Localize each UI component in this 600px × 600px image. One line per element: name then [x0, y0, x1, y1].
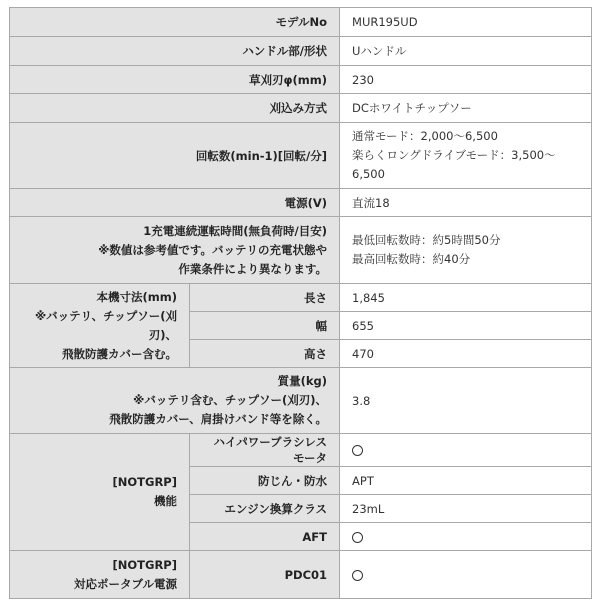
row-label-runtime: 1充電連続運転時間(無負荷時/目安) ※数値は参考値です。バッテリの充電状態や 作業条件により異なります。 [10, 217, 340, 284]
row-value-runtime: 最低回転数時：約5時間50分 最高回転数時：約40分 [340, 217, 592, 284]
portable-power-value [340, 551, 592, 599]
rpm-long-drive-mode: 楽らくロングドライブモード：3,500～6,500 [352, 148, 556, 181]
row-value-power-source: 直流18 [340, 189, 592, 217]
row-value-handle: Uハンドル [340, 37, 592, 66]
rpm-normal-mode: 通常モード：2,000～6,500 [352, 129, 498, 143]
row-label-handle: ハンドル部/形状 [10, 37, 340, 66]
feature-dust-water-label: 防じん・防水 [190, 467, 340, 495]
table-row [10, 434, 592, 467]
row-label-model-no: モデルNo [10, 8, 340, 37]
table-row [10, 551, 592, 599]
feature-engine-class-value: 23mL [340, 495, 592, 523]
row-value-rpm [340, 123, 592, 189]
table-row [10, 189, 592, 217]
dimension-height-label: 高さ [190, 340, 340, 368]
row-label-cutting-method: 刈込み方式 [10, 94, 340, 123]
weight-label: 質量(kg) ※バッテリ含む、チップソー(刈刃)、 飛散防護カバー、肩掛けバンド等を除く。 [10, 368, 340, 434]
dimensions-label: 本機寸法(mm) ※バッテリ、チップソー(刈刃)、 飛散防護カバー含む。 [10, 284, 190, 368]
feature-brushless-motor-value [340, 434, 592, 467]
table-row [10, 37, 592, 66]
table-row [10, 66, 592, 94]
dimension-width-value: 655 [340, 312, 592, 340]
dimension-width-label: 幅 [190, 312, 340, 340]
table-row [10, 94, 592, 123]
weight-value: 3.8 [340, 368, 592, 434]
row-label-power-source: 電源(V) [10, 189, 340, 217]
circle-icon [352, 532, 363, 543]
dimension-height-value: 470 [340, 340, 592, 368]
table-row [10, 123, 592, 189]
row-value-model-no: MUR195UD [340, 8, 592, 37]
feature-aft-label: AFT [190, 523, 340, 551]
table-row [10, 217, 592, 284]
dimension-length-label: 長さ [190, 284, 340, 312]
row-value-blade: 230 [340, 66, 592, 94]
table-row [10, 284, 592, 312]
feature-brushless-motor-label: ハイパワーブラシレスモータ [190, 434, 340, 467]
table-row [10, 368, 592, 434]
feature-engine-class-label: エンジン換算クラス [190, 495, 340, 523]
row-label-blade: 草刈刃φ(mm) [10, 66, 340, 94]
row-label-rpm: 回転数(min-1)[回転/分] [10, 123, 340, 189]
table-row [10, 8, 592, 37]
circle-icon [352, 570, 363, 581]
portable-power-label: [NOTGRP] 対応ポータブル電源 [10, 551, 190, 599]
row-value-cutting-method: DCホワイトチップソー [340, 94, 592, 123]
spec-table [9, 7, 592, 599]
feature-aft-value [340, 523, 592, 551]
features-label: [NOTGRP] 機能 [10, 434, 190, 551]
feature-dust-water-value: APT [340, 467, 592, 495]
portable-power-model-label: PDC01 [190, 551, 340, 599]
circle-icon [352, 445, 363, 456]
dimension-length-value: 1,845 [340, 284, 592, 312]
